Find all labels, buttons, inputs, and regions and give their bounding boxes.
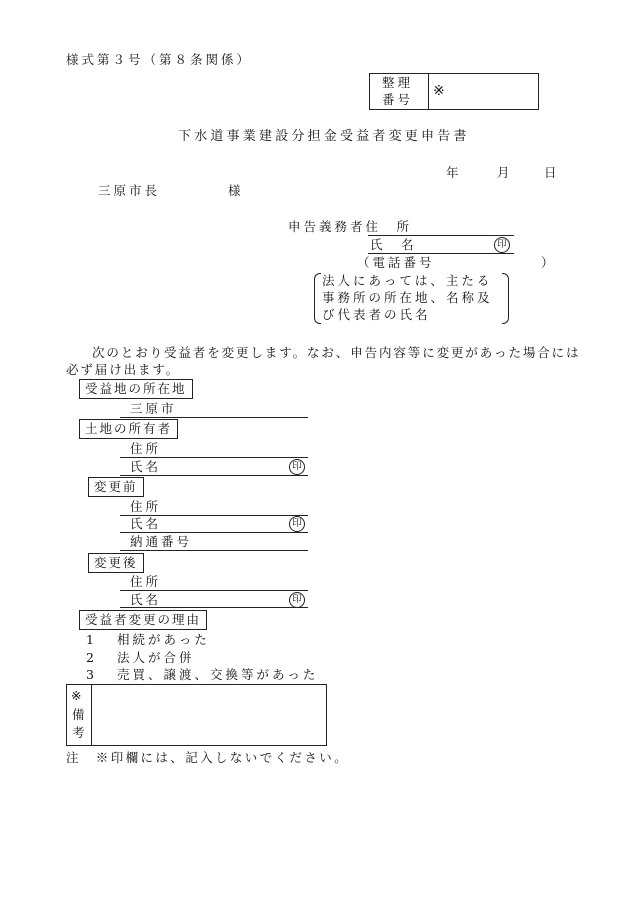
remarks-mark: ※	[71, 688, 82, 703]
reason-1-text: 相続があった	[117, 632, 210, 647]
declarant-name-line	[368, 253, 514, 254]
addressee-honorific: 様	[228, 183, 241, 198]
date-day: 日	[544, 165, 557, 180]
body-line2: 必ず届け出ます。	[66, 362, 181, 377]
before-name-label: 氏名	[130, 516, 162, 531]
owner-section-label: 土地の所有者	[79, 419, 178, 439]
form-number: 様式第３号（第８条関係）	[66, 52, 253, 67]
declarant-note-line3: び代表者の氏名	[322, 307, 431, 322]
after-address-label: 住所	[130, 574, 162, 589]
remarks-label-line1: 備	[72, 707, 85, 722]
form-title: 下水道事業建設分担金受益者変更申告書	[178, 129, 470, 144]
before-section-label: 変更前	[88, 477, 144, 497]
declarant-name-label: 氏 名	[370, 237, 417, 252]
declarant-address-line	[368, 235, 514, 236]
remarks-label-line2: 考	[72, 725, 85, 740]
after-address-line	[120, 590, 308, 591]
seiri-number-input[interactable]	[429, 74, 538, 109]
before-address-label: 住所	[130, 499, 162, 514]
reason-2-number: 2	[86, 650, 94, 665]
declarant-phone-close: ）	[541, 255, 554, 270]
date-year: 年	[446, 165, 459, 180]
location-section-label: 受益地の所在地	[79, 379, 193, 399]
seiri-label-line2: 番号	[382, 92, 414, 107]
after-section-label: 変更後	[88, 553, 144, 573]
date-month: 月	[497, 165, 510, 180]
remarks-input[interactable]	[92, 685, 326, 745]
before-payment-line	[120, 550, 308, 551]
declarant-note-line1: 法人にあっては、主たる	[322, 273, 493, 288]
reason-3-text: 売買、譲渡、交換等があった	[117, 667, 319, 682]
note-bracket-right	[502, 273, 509, 324]
seiri-label-line1: 整理	[382, 75, 414, 90]
declarant-address-label: 申告義務者住 所	[288, 219, 413, 234]
owner-name-line	[120, 475, 308, 476]
seiri-mark: ※	[433, 83, 445, 99]
before-name-line	[120, 532, 308, 533]
footer-note: 注 ※印欄には、記入しないでください。	[66, 750, 350, 765]
location-line	[120, 417, 308, 418]
declarant-note-line2: 事務所の所在地、名称及	[322, 290, 493, 305]
reason-1-number: 1	[86, 632, 94, 647]
location-value: 三原市	[130, 401, 177, 416]
reason-2-text: 法人が合併	[117, 650, 195, 665]
after-name-label: 氏名	[130, 592, 162, 607]
reason-3-number: 3	[86, 667, 94, 682]
reason-section-label: 受益者変更の理由	[79, 610, 207, 630]
owner-address-label: 住所	[130, 441, 162, 456]
after-name-line	[120, 607, 308, 608]
declarant-seal-icon: 印	[494, 237, 510, 253]
before-seal-icon: 印	[289, 516, 305, 532]
after-seal-icon: 印	[289, 592, 305, 608]
note-bracket-left	[314, 273, 321, 324]
owner-name-label: 氏名	[130, 459, 162, 474]
addressee-name: 三原市長	[98, 183, 161, 198]
owner-seal-icon: 印	[289, 459, 305, 475]
declarant-phone-label: （電話番号	[357, 255, 435, 270]
owner-address-line	[120, 457, 308, 458]
body-line1: 次のとおり受益者を変更します。なお、申告内容等に変更があった場合には	[92, 345, 581, 360]
before-payment-label: 納通番号	[130, 534, 193, 549]
